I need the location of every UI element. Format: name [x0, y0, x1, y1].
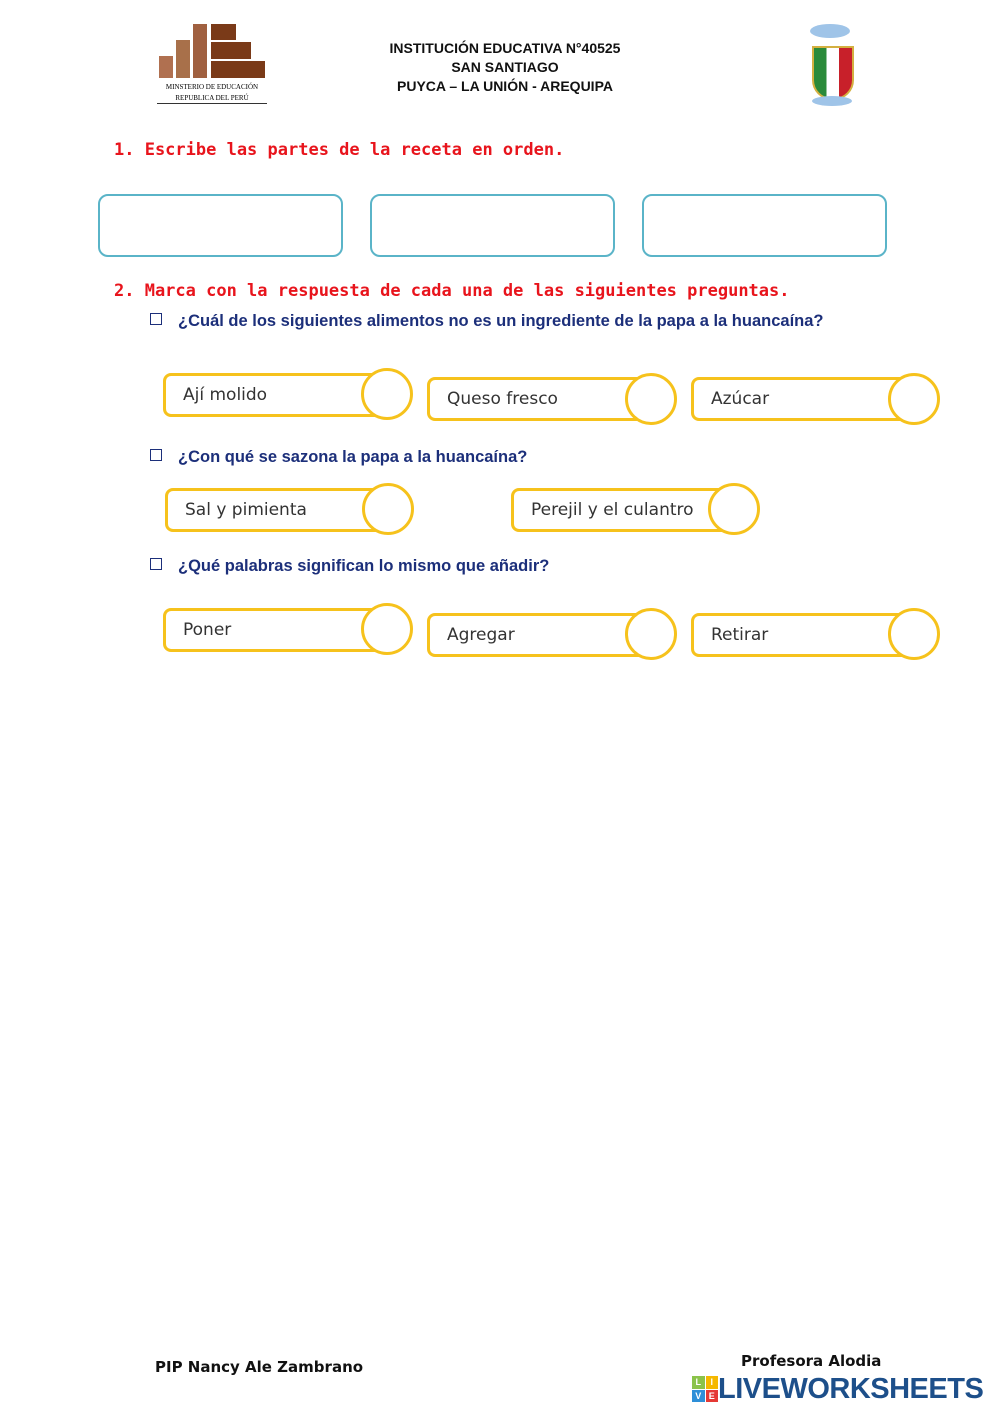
logo-letter: E — [706, 1390, 719, 1403]
option-perejil-culantro: Perejil y el culantro — [511, 488, 739, 532]
option-azucar: Azúcar — [691, 377, 919, 421]
recipe-part-input-3[interactable] — [642, 194, 887, 257]
logo-letter: I — [706, 1376, 719, 1389]
school-location: PUYCA – LA UNIÓN - AREQUIPA — [397, 78, 613, 94]
logo-text: MINSTERIO DE EDUCACIÓN — [165, 83, 259, 91]
recipe-part-input-2[interactable] — [370, 194, 615, 257]
checkbox-bullet-icon — [150, 558, 162, 570]
question-text: ¿Qué palabras significan lo mismo que añadir? — [178, 557, 550, 575]
checkbox-bullet-icon — [150, 313, 162, 325]
option-retirar: Retirar — [691, 613, 919, 657]
option-queso-fresco: Queso fresco — [427, 377, 655, 421]
school-subtitle: SAN SANTIAGO — [451, 59, 559, 75]
checkbox-bullet-icon — [150, 449, 162, 461]
recipe-part-input-1[interactable] — [98, 194, 343, 257]
answer-circle[interactable] — [888, 373, 940, 425]
option-sal-y-pimienta: Sal y pimienta — [165, 488, 393, 532]
option-aji-molido: Ají molido — [163, 373, 391, 417]
question-text: ¿Con qué se sazona la papa a la huancaína? — [178, 448, 528, 466]
question-text: ¿Cuál de los siguientes alimentos no es un ingrediente de la papa a la huancaína? — [178, 312, 824, 330]
option-agregar: Agregar — [427, 613, 655, 657]
logo-text: REPUBLICA DEL PERÚ — [157, 94, 267, 104]
logo-letter: V — [692, 1390, 705, 1403]
option-poner: Poner — [163, 608, 391, 652]
answer-circle[interactable] — [708, 483, 760, 535]
question-1 — [150, 311, 823, 331]
ministry-logo — [157, 22, 267, 108]
answer-circle[interactable] — [361, 603, 413, 655]
instruction-2: 2. Marca con la respuesta de cada una de las siguientes preguntas. — [114, 281, 790, 301]
liveworksheets-brand: LIVEWORKSHEETS — [718, 1373, 984, 1405]
answer-circle[interactable] — [361, 368, 413, 420]
school-crest-logo — [798, 20, 864, 110]
instruction-1: 1. Escribe las partes de la receta en orden. — [114, 140, 565, 160]
question-3 — [150, 556, 549, 576]
logo-letter: L — [692, 1376, 705, 1389]
question-2 — [150, 447, 527, 467]
footer-teacher: Profesora Alodia — [741, 1352, 882, 1370]
school-name: INSTITUCIÓN EDUCATIVA N°40525 — [389, 40, 621, 56]
answer-circle[interactable] — [888, 608, 940, 660]
answer-circle[interactable] — [362, 483, 414, 535]
answer-circle[interactable] — [625, 373, 677, 425]
footer-author: PIP Nancy Ale Zambrano — [155, 1358, 364, 1376]
liveworksheets-logo — [692, 1376, 718, 1402]
answer-circle[interactable] — [625, 608, 677, 660]
